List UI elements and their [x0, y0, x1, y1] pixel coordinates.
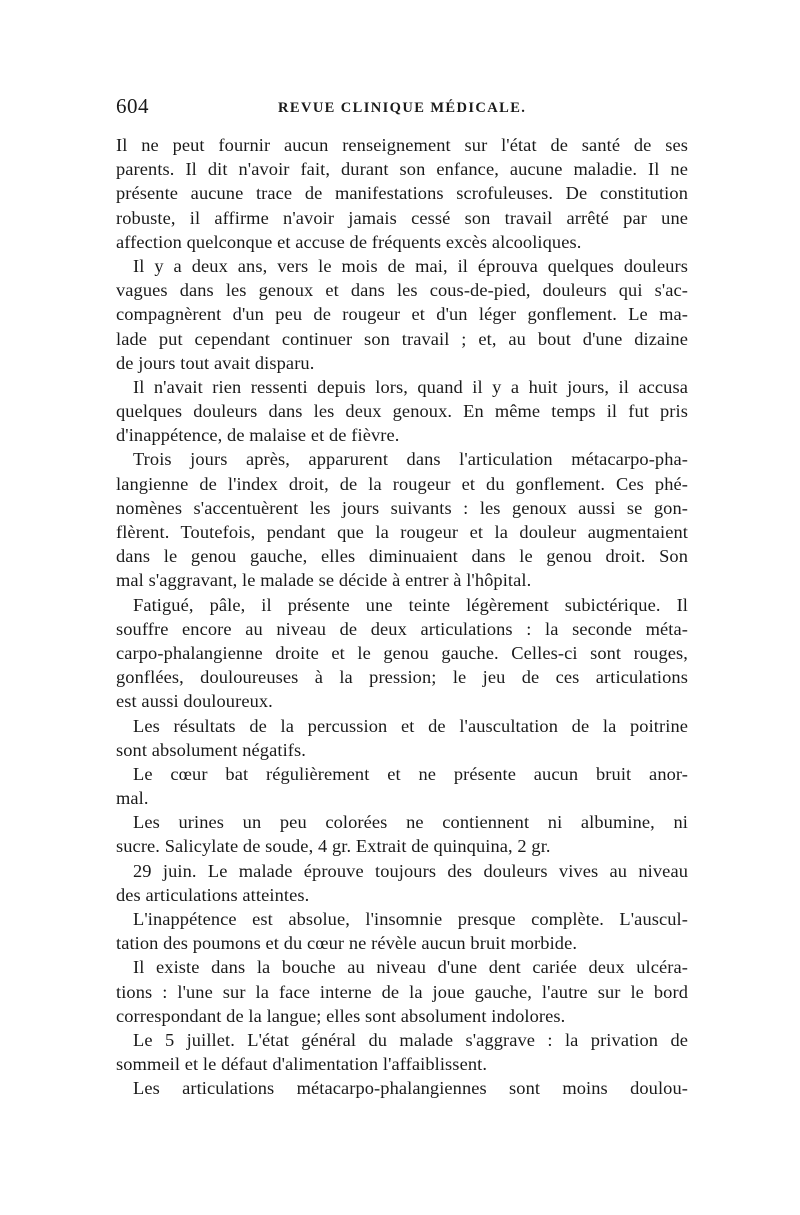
- text-line: langienne de l'index droit, de la rougeur et du gonflement. Ces phé-: [116, 473, 688, 494]
- page-number: 604: [116, 94, 149, 118]
- text-line: tions : l'une sur la face interne de la joue gauche, l'autre sur le bord: [116, 981, 688, 1002]
- text-line: sucre. Salicylate de soude, 4 gr. Extrait de quinquina, 2 gr.: [116, 836, 551, 857]
- text-line: Les urines un peu colorées ne contiennent ni albumine, ni: [133, 812, 688, 833]
- text-line: gonflées, douloureuses à la pression; le jeu de ces articulations: [116, 667, 688, 688]
- text-line: quelques douleurs dans les deux genoux. En même temps il fut pris: [116, 401, 688, 422]
- running-title: REVUE CLINIQUE MÉDICALE.: [278, 100, 527, 116]
- text-line: présente aucune trace de manifestations scrofuleuses. De constitution: [116, 183, 688, 204]
- text-line: affection quelconque et accuse de fréquents excès alcooliques.: [116, 231, 582, 252]
- text-line: sommeil et le défaut d'alimentation l'affaiblissent.: [116, 1054, 488, 1075]
- text-line: sont absolument négatifs.: [116, 739, 306, 760]
- text-line: nomènes s'accentuèrent les jours suivants : les genoux aussi se gon-: [116, 497, 688, 518]
- text-line: Le cœur bat régulièrement et ne présente aucun bruit anor-: [133, 763, 688, 784]
- text-line: Trois jours après, apparurent dans l'articulation métacarpo-pha-: [133, 449, 688, 470]
- text-line: mal.: [116, 788, 149, 809]
- text-line: Les articulations métacarpo-phalangiennes sont moins doulou-: [133, 1078, 688, 1099]
- text-line: Le 5 juillet. L'état général du malade s'aggrave : la privation de: [133, 1029, 688, 1050]
- text-line: lade put cependant continuer son travail ; et, au bout d'une dizaine: [116, 328, 688, 349]
- text-line: Il ne peut fournir aucun renseignement sur l'état de santé de ses: [116, 135, 688, 155]
- running-head: [116, 94, 688, 118]
- text-line: Les résultats de la percussion et de l'auscultation de la poitrine: [133, 715, 688, 736]
- body-text: [116, 133, 688, 1101]
- text-line: vagues dans les genoux et dans les cous-de-pied, douleurs qui s'ac-: [116, 280, 688, 301]
- text-line: tation des poumons et du cœur ne révèle aucun bruit morbide.: [116, 933, 578, 954]
- text-line: Il y a deux ans, vers le mois de mai, il éprouva quelques douleurs: [133, 255, 688, 276]
- text-line: flèrent. Toutefois, pendant que la rougeur et la douleur augmentaient: [116, 522, 688, 542]
- text-line: compagnèrent d'un peu de rougeur et d'un léger gonflement. Le ma-: [116, 304, 688, 325]
- text-line: Fatigué, pâle, il présente une teinte légèrement subictérique. Il: [133, 594, 688, 615]
- text-line: L'inappétence est absolue, l'insomnie presque complète. L'auscul-: [133, 909, 688, 929]
- text-line: est aussi douloureux.: [116, 691, 273, 712]
- text-line: Il existe dans la bouche au niveau d'une dent cariée deux ulcéra-: [133, 957, 688, 978]
- text-line: 29 juin. Le malade éprouve toujours des douleurs vives au niveau: [133, 860, 688, 881]
- text-line: carpo-phalangienne droite et le genou gauche. Celles-ci sont rouges,: [116, 642, 688, 663]
- text-line: des articulations atteintes.: [116, 884, 310, 905]
- text-line: Il n'avait rien ressenti depuis lors, quand il y a huit jours, il accusa: [133, 376, 688, 397]
- text-line: d'inappétence, de malaise et de fièvre.: [116, 425, 400, 446]
- text-line: de jours tout avait disparu.: [116, 352, 315, 373]
- text-line: robuste, il affirme n'avoir jamais cessé son travail arrêté par une: [116, 207, 688, 228]
- text-line: parents. Il dit n'avoir fait, durant son enfance, aucune maladie. Il ne: [116, 159, 688, 180]
- text-line: correspondant de la langue; elles sont absolument indolores.: [116, 1005, 566, 1026]
- text-line: dans le genou gauche, elles diminuaient dans le genou droit. Son: [116, 546, 688, 567]
- text-line: mal s'aggravant, le malade se décide à entrer à l'hôpital.: [116, 570, 532, 591]
- text-line: souffre encore au niveau de deux articulations : la seconde méta-: [116, 618, 688, 639]
